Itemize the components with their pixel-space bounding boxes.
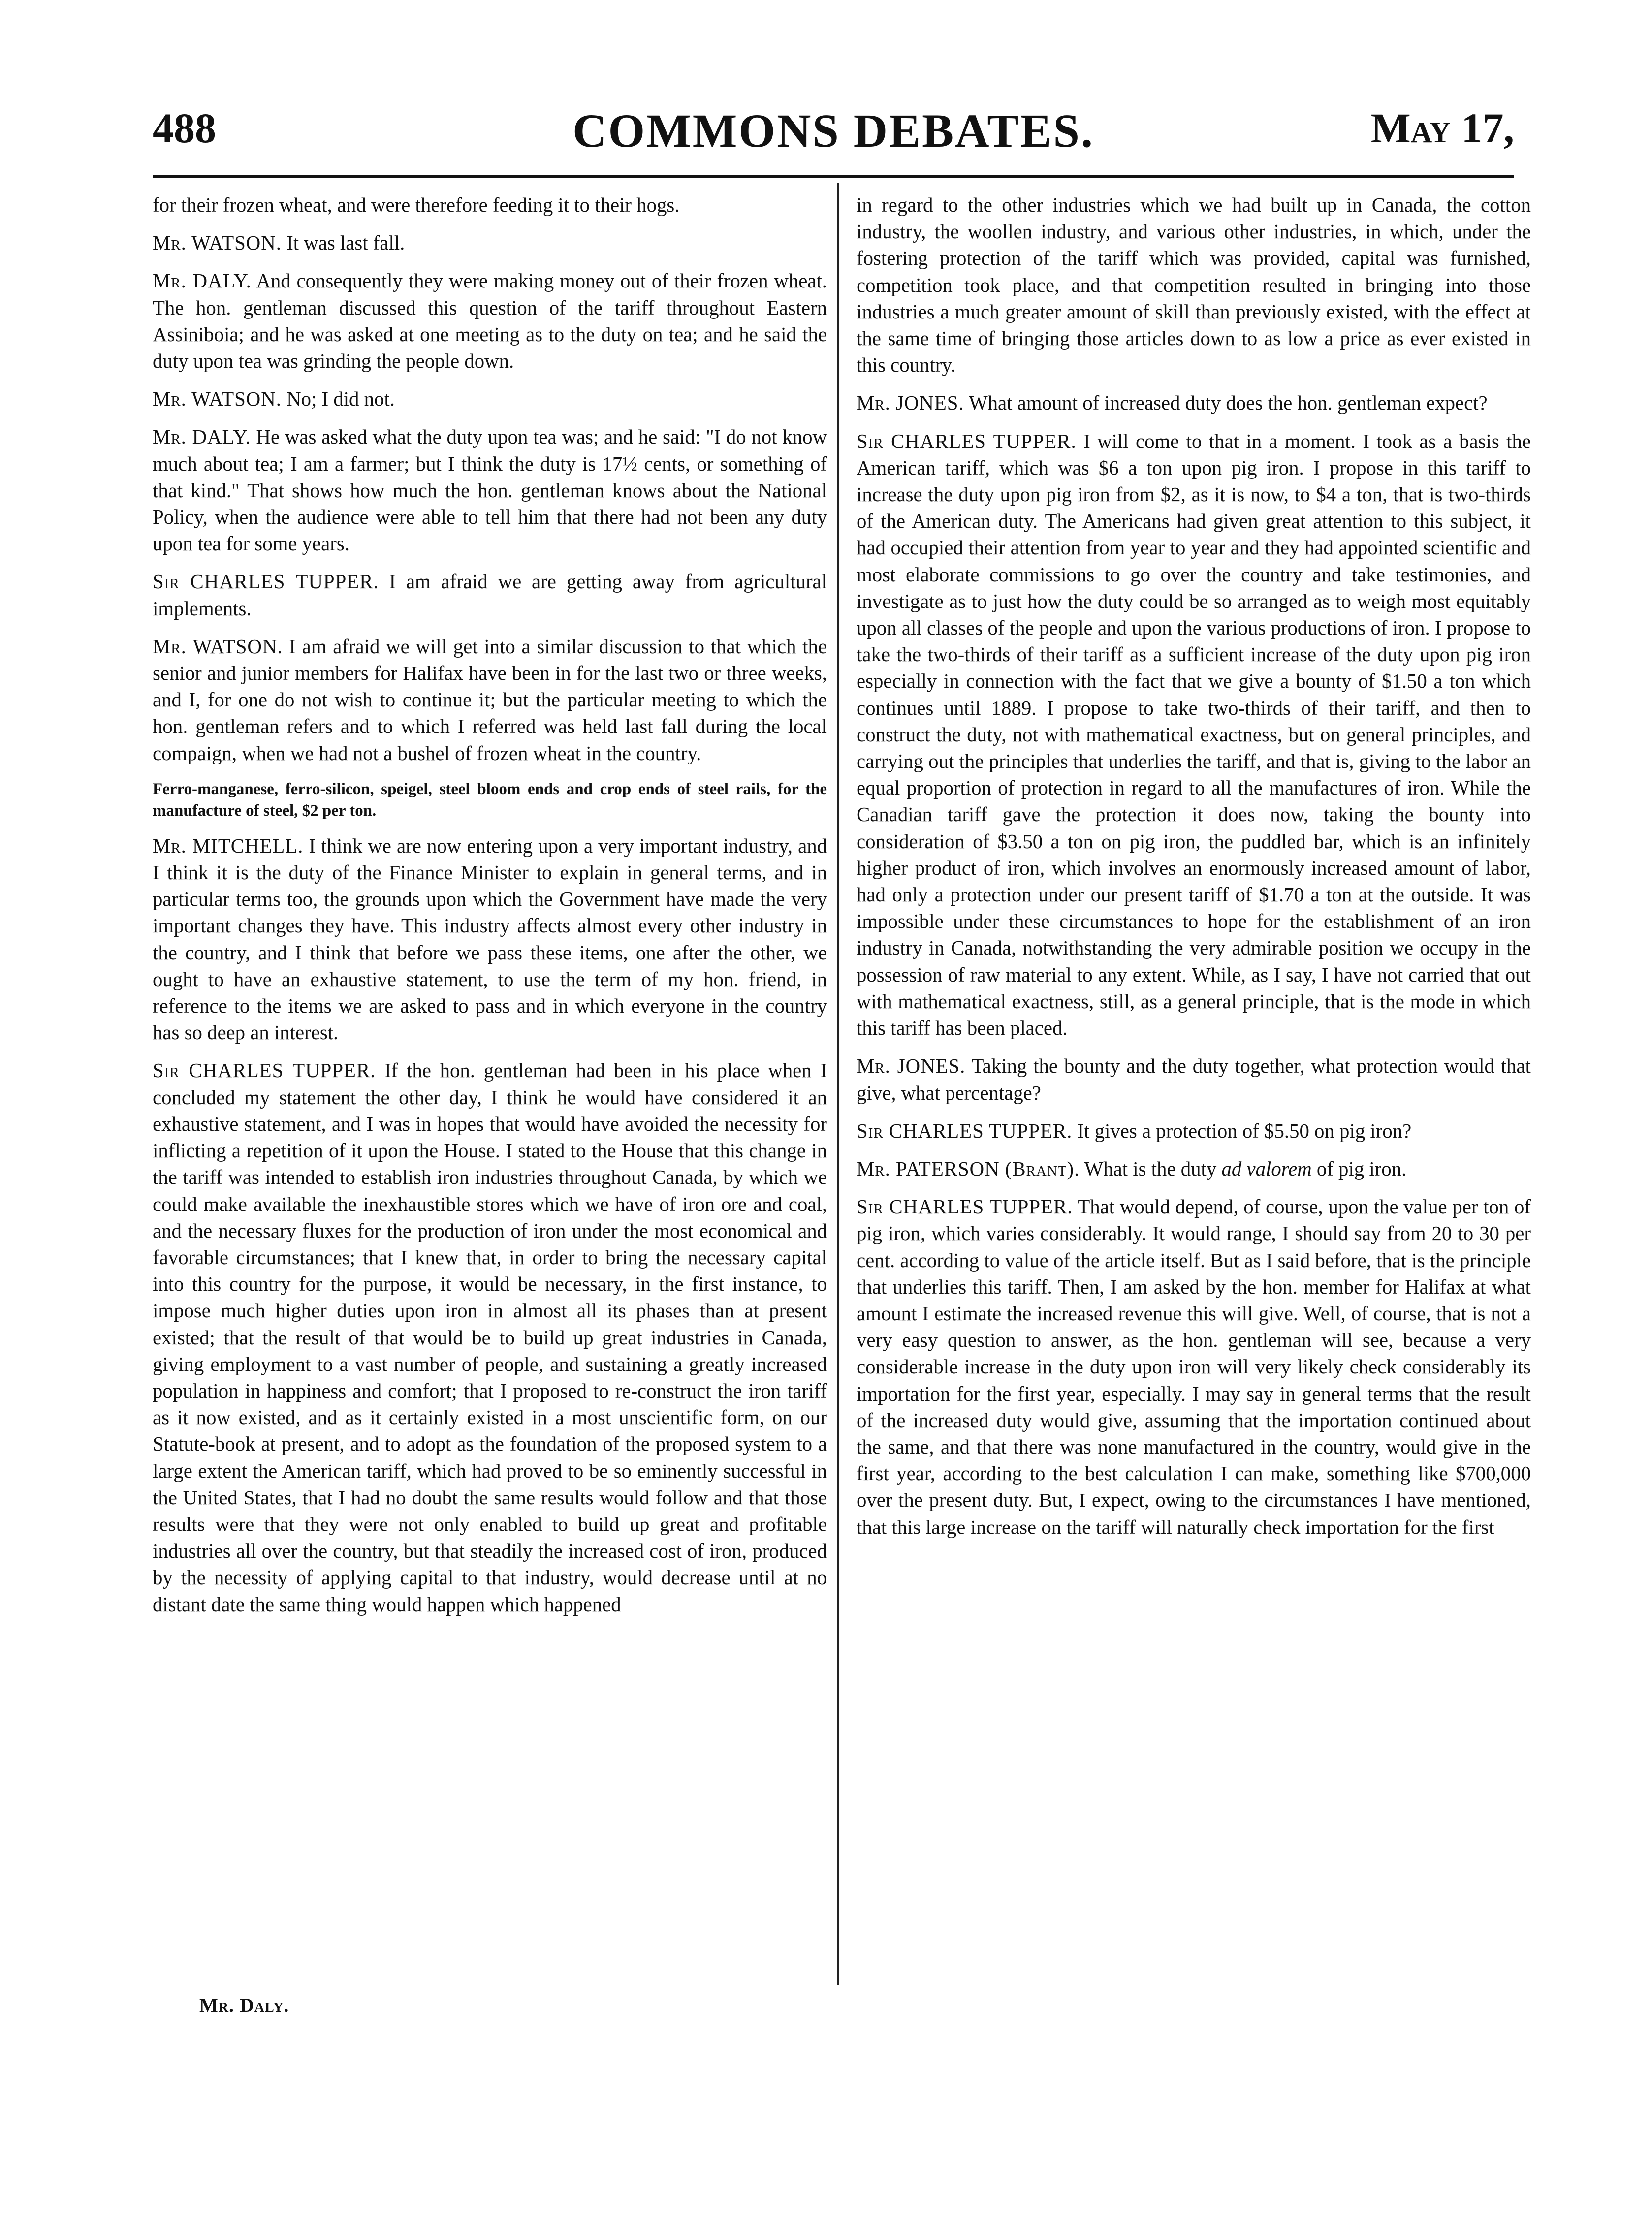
column-divider [837,183,839,1985]
paragraph [857,192,1531,379]
speaker-name: Mr. DALY. [153,270,252,292]
speaker-name: Mr. DALY. [153,426,251,448]
speaker-name: Mr. WATSON. [153,635,283,658]
paragraph [857,1118,1531,1145]
left-column [153,192,827,1629]
speaker-name: Mr. MITCHELL. [153,834,304,857]
paragraph-text: I am afraid we are getting away from agricultural implements. [153,571,827,620]
paragraph [153,192,827,219]
paragraph-text: of pig iron. [1316,1157,1407,1180]
footer-speaker-catchword: Mr. Daly. [199,1994,289,2016]
paragraph-text: What is the duty [1084,1157,1217,1180]
page-header [153,103,1514,177]
paragraph-text: And consequently they were making money out of their frozen wheat. The hon. gentleman discussed this question of the tariff throughout Eastern Assiniboia; and he was asked at one meeting as to the duty on tea; and he said the duty upon tea was grinding the people down. [153,270,827,373]
paragraph-text: I think we are now entering upon a very important industry, and I think it is the duty of the Finance Minister to explain in general terms, and in particular terms too, the grounds upon which the Government have made the very important changes they have. This industry affects almost every other industry in the country, and I think that before we pass these items, one after the other, we ought to have an exhaustive statement, to use the term of my hon. friend, in reference to the items we are asked to pass and in which everyone in the country has so deep an interest. [153,834,827,1044]
header-rule [153,175,1514,178]
paragraph [153,386,827,413]
paragraph-text: I am afraid we will get into a similar discussion to that which the senior and junior members for Halifax have been in for the last two or three weeks, and I, for one do not wish to continue it; but the particular meeting to which the hon. gentleman refers and to which I referred was held last fall during the local compaign, when we had not a bushel of frozen wheat in the country. [153,635,827,764]
paragraph-text: It gives a protection of $5.50 on pig iron? [1077,1119,1412,1142]
paragraph-text: It was last fall. [286,232,405,255]
paragraph-text: Taking the bounty and the duty together, what protection would that give, what percentage? [857,1055,1531,1104]
paragraph [153,833,827,1047]
paragraph-text: What amount of increased duty does the hon. gentleman expect? [969,392,1488,414]
paragraph-text: I will come to that in a moment. I took as a basis the American tariff, which was $6 a ton upon pig iron. I propose in this tariff to increase the duty upon pig iron from $2, as it is now, to $4 a ton, that is two-thirds of the American duty. The Americans had given great attention to this subject, it had occupied their attention from year to year and they had appointed scientific and most elaborate commissions to go over the country and take testimonies, and investigate as to just how the duty could be so arranged as to weigh most equitably upon all classes of the people and upon the various productions of iron. I propose to take the two-thirds of their tariff as a sufficient increase of the duty upon pig iron especially in connection with the fact that we give a bounty of $1.50 a ton which continues until 1889. I propose to take two-thirds of their tariff, and then to construct the duty, not with mathematical exactness, but on general principles, and carrying out the principles that underlies the tariff, and that is, giving to the labor an equal proportion of protection in regard to all the manufactures of iron. While the Canadian tariff gave the protection it does now, taking the bounty into consideration of $3.50 a ton on pig iron, the puddled bar, which is an infinitely higher product of iron, which involves an enormously increased amount of labor, had only a protection under our present tariff of $1.70 a ton at the outside. It was impossible under these circumstances to hope for the establishment of an iron industry in Canada, notwithstanding the very admirable position we occupy in the possession of raw material to any extent. While, as I say, I have not carried that out with mathematical exactness, still, as a general principle, that is the mode in which this tariff has been placed. [857,430,1531,1040]
paragraph-text: That would depend, of course, upon the value per ton of pig iron, which varies considerably. It would range, I should say from 20 to 30 per cent. according to value of the article itself. But as I said before, that is the principle that underlies this tariff. Then, I am asked by the hon. member for Halifax at what amount I estimate the increased revenue this will give. Well, of course, that is not a very easy question to answer, as the hon. gentleman will see, because a very considerable increase in the duty upon iron will very likely check considerably its importation for the first year, especially. I may say in general terms that the result of the increased duty would give, assuming that the importation continued about the same, and that there was none manufactured in the country, would give in the first year, according to the best calculation I can make, something like $700,000 over the present duty. But, I expect, owing to the circumstances I have mentioned, that this large increase on the tariff will naturally check importation for the first [857,1196,1531,1538]
paragraph-text: He was asked what the duty upon tea was; and he said: "I do not know much about tea; I am a farmer; but I think the duty is 17½ cents, or something of that kind." That shows how much the hon. gentleman knows about the National Policy, when the audience were able to tell him that there had not been any duty upon tea for some years. [153,426,827,555]
paragraph [153,1057,827,1618]
speaker-name: Sir CHARLES TUPPER. [857,430,1077,452]
paragraph-text: in regard to the other industries which we had built up in Canada, the cotton industry, the woollen industry, and various other industries, in which, under the fostering protection of the tariff which was provided, capital was furnished, competition took place, and that competition resulted in bringing into those industries a much greater amount of skill than previously existed, with the effect at the same time of bringing those articles down to as low a price as ever existed in this country. [857,194,1531,377]
paragraph [857,390,1531,416]
paragraph [153,569,827,622]
speaker-name: Mr. JONES. [857,392,964,414]
speaker-name: Mr. WATSON. [153,232,282,255]
speaker-name: Mr. JONES. [857,1055,966,1078]
paragraph [153,634,827,767]
paragraph-text: If the hon. gentleman had been in his place when I concluded my statement the other day, I think he would have considered it an exhaustive statement, and I was in hopes that would have avoided the necessity for inflicting a repetition of it upon the House. I stated to the House that this change in the tariff was intended to establish iron industries throughout Canada, by which we could make available the inexhaustible stores which we have of iron ore and coal, and the necessary fluxes for the production of iron under the most economical and favorable circumstances; that I knew that, in order to bring the necessary capital into this country for the purpose, it would be necessary, in the first instance, to impose much higher duties upon iron in almost all its phases than at present existed; that the result of that would be to build up great industries in Canada, giving employment to a vast number of people, and sustaining a greatly increased population in happiness and comfort; that I proposed to re-construct the iron tariff as it now existed, and as it certainly existed in a most unscientific form, on our Statute-book at present, and to adopt as the foundation of the proposed system to a large extent the American tariff, which had proved to be so eminently successful in the United States, that I had no doubt the same results would follow and that those results were that they were not only enabled to build up great and profitable industries all over the country, but that steadily the increased cost of iron, produced by the necessity of applying capital to that industry, would decrease until at no distant date the same thing would happen which happened [153,1059,827,1616]
paragraph [857,1194,1531,1541]
page-number: 488 [153,104,216,152]
speaker-name: Sir CHARLES TUPPER. [153,1059,376,1082]
paragraph [857,428,1531,1042]
speaker-name: Mr. WATSON. [153,388,282,411]
paragraph [857,1156,1531,1182]
header-date: May 17, [1370,104,1514,152]
paragraph [857,1053,1531,1106]
tariff-item: Ferro-manganese, ferro-silicon, speigel, steel bloom ends and crop ends of steel rails, for the manufacture of steel, $2 per ton. [153,780,827,820]
paragraph [153,268,827,375]
paragraph-text: for their frozen wheat, and were therefore feeding it to their hogs. [153,194,680,216]
paragraph [153,230,827,256]
right-column [857,192,1531,1552]
speaker-name: Sir CHARLES TUPPER. [857,1196,1073,1218]
paragraph-text: No; I did not. [286,388,395,411]
page-title: COMMONS DEBATES. [572,104,1094,157]
speaker-name: Mr. PATERSON (Brant). [857,1157,1080,1180]
paragraph [153,424,827,557]
speaker-name: Sir CHARLES TUPPER. [153,571,379,593]
speaker-name: Sir CHARLES TUPPER. [857,1119,1073,1142]
italic-term: ad valorem [1221,1157,1312,1180]
